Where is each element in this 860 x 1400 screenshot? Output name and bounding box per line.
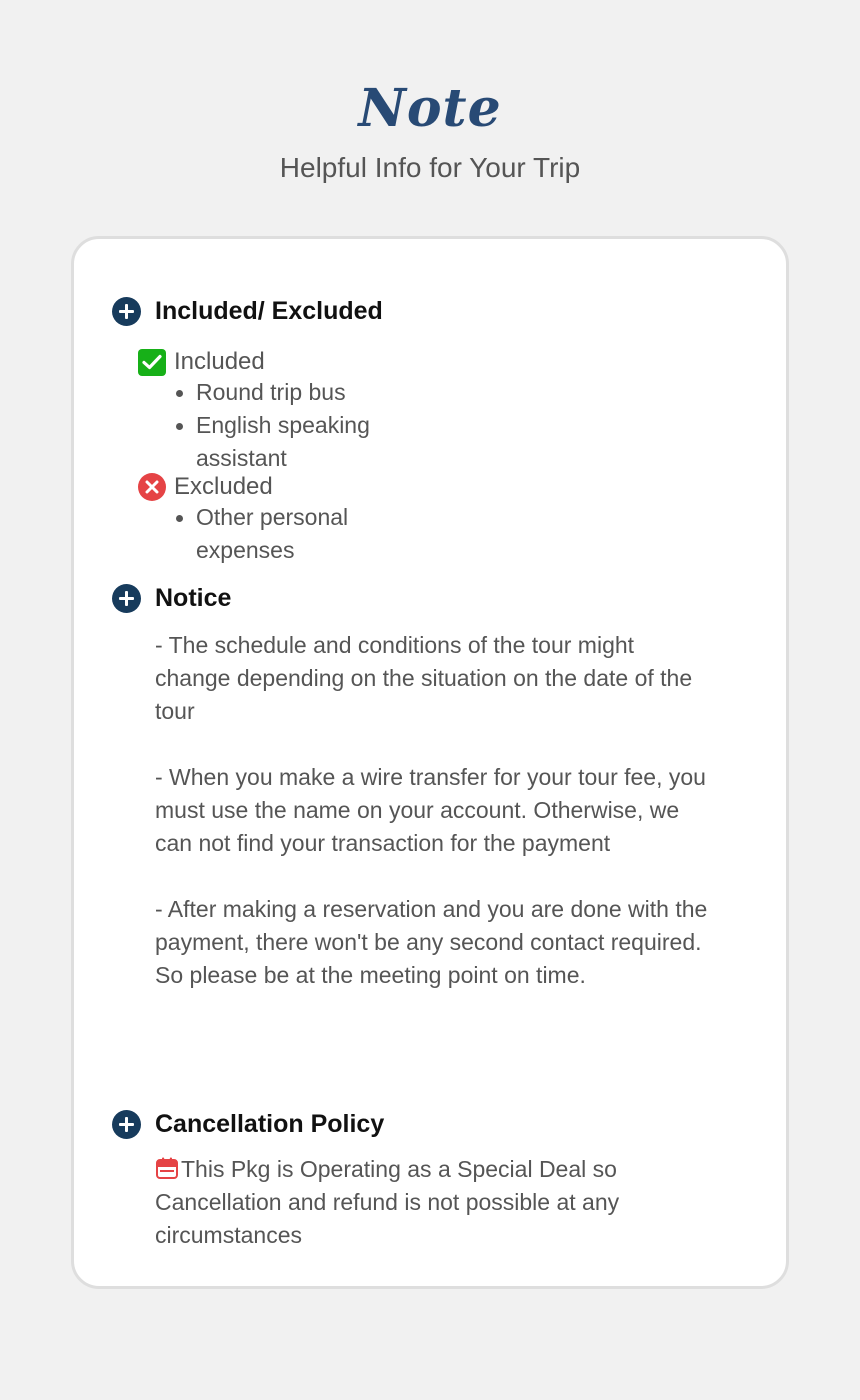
page-title: Note [358, 78, 502, 139]
section-header[interactable] [112, 296, 383, 326]
section-title: Cancellation Policy [155, 1109, 385, 1138]
excluded-list [176, 501, 383, 567]
list-item: English speaking assistant [176, 409, 383, 475]
plus-circle-icon[interactable] [112, 297, 141, 326]
excluded-label: Excluded [174, 473, 273, 500]
plus-circle-icon[interactable] [112, 1110, 141, 1139]
included-list [176, 376, 383, 475]
page-subtitle: Helpful Info for Your Trip [279, 152, 581, 183]
info-card [71, 236, 789, 1289]
section-header[interactable] [112, 1109, 384, 1139]
calendar-icon [155, 1156, 179, 1180]
notice-paragraph: - When you make a wire transfer for your tour fee, you must use the name on your account. Otherwise, we can not find your transaction for the payment [155, 764, 706, 856]
excluded-block [138, 473, 383, 567]
section-included-excluded [112, 296, 383, 563]
cancellation-body [155, 1153, 715, 1252]
section-header[interactable] [112, 583, 231, 613]
list-item: Round trip bus [176, 376, 383, 409]
cancellation-text: This Pkg is Operating as a Special Deal so Cancellation and refund is not possible at any circumstances [155, 1156, 620, 1248]
section-cancellation [112, 1109, 384, 1139]
notice-paragraph: - The schedule and conditions of the tour might change depending on the situation on the date of the tour [155, 632, 693, 724]
cancellation-text-wrapper [155, 1153, 715, 1252]
included-block [138, 348, 383, 475]
section-title: Included/ Excluded [155, 296, 383, 325]
list-item: Other personal expenses [176, 501, 383, 567]
section-title: Notice [155, 583, 232, 612]
plus-circle-icon[interactable] [112, 584, 141, 613]
cross-circle-icon [138, 473, 166, 501]
notice-body [155, 629, 715, 992]
section-notice [112, 583, 231, 613]
page-header [0, 78, 860, 184]
notice-paragraph: - After making a reservation and you are done with the payment, there won't be any second contact required. So please be at the meeting point on time. [155, 896, 708, 988]
included-label: Included [174, 348, 265, 375]
checkmark-icon [138, 349, 166, 376]
